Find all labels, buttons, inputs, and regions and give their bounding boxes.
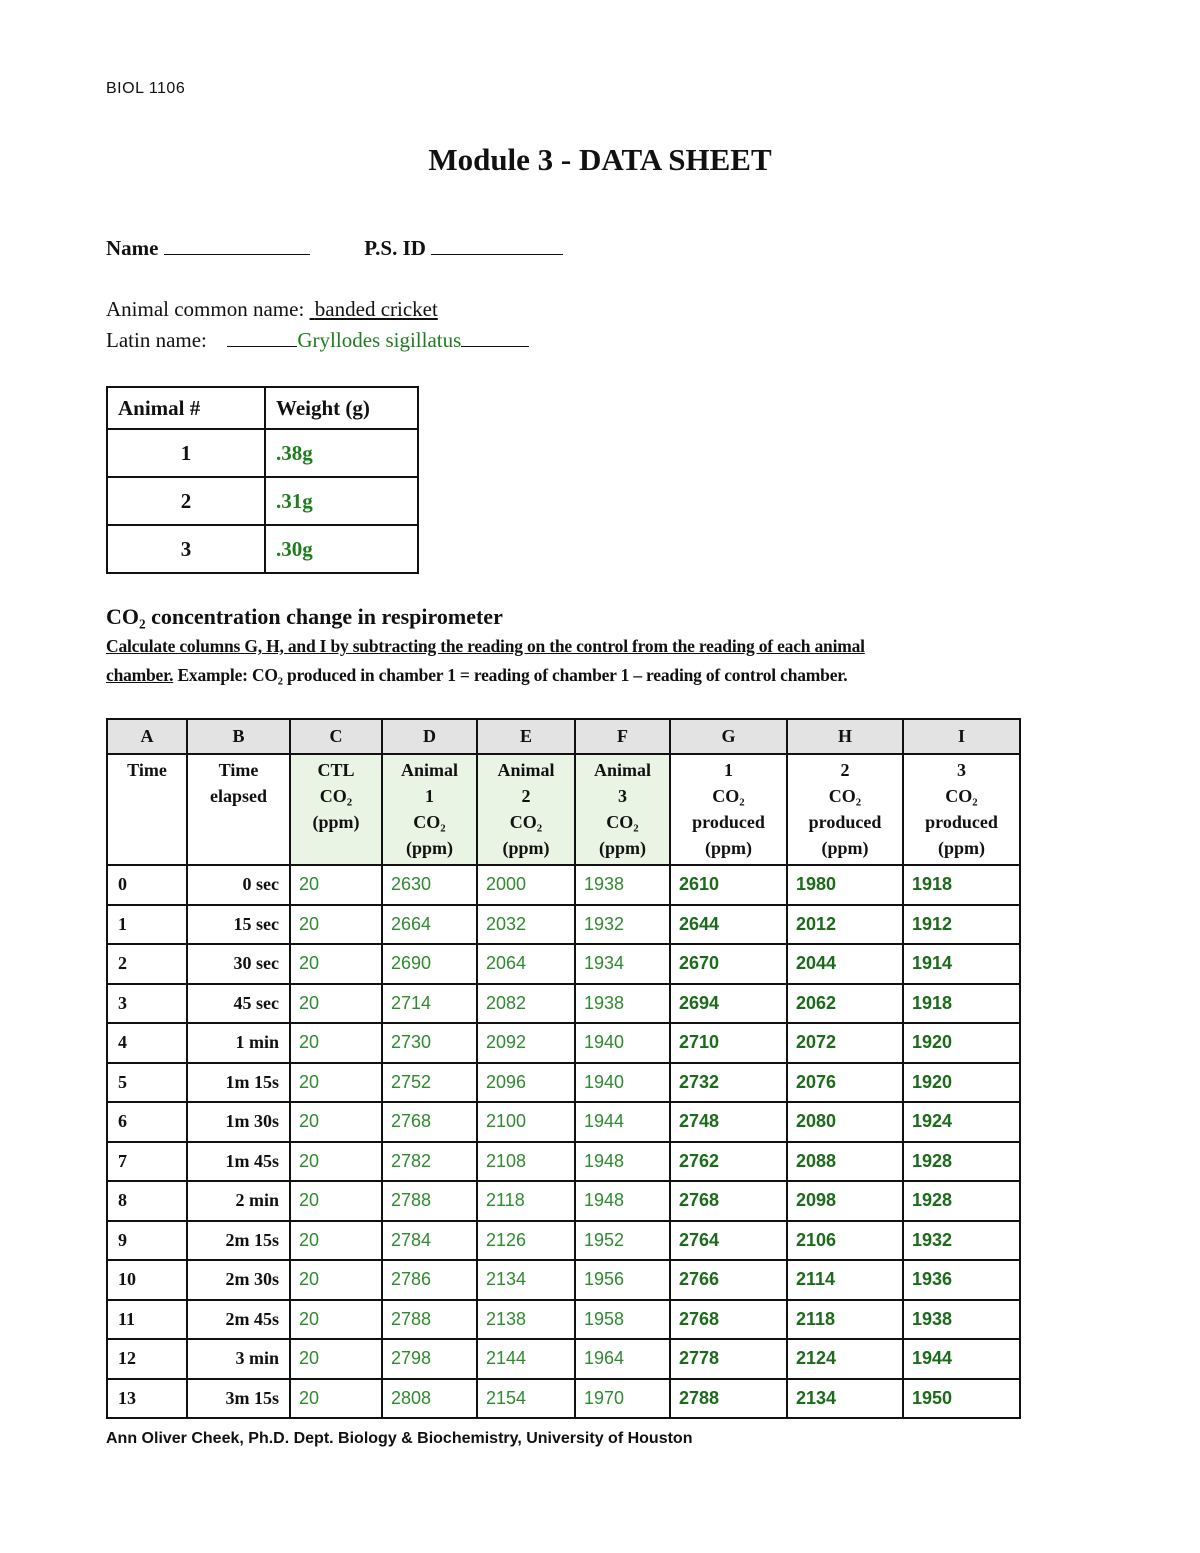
column-header-d [382, 754, 477, 865]
produced-cell: 1918 [903, 984, 1020, 1024]
reading-cell: 20 [290, 1063, 382, 1103]
column-header-text: elapsed [209, 786, 267, 806]
reading-cell: 1948 [575, 1181, 670, 1221]
reading-cell: 1964 [575, 1339, 670, 1379]
reading-cell: 2714 [382, 984, 477, 1024]
produced-cell: 1928 [903, 1181, 1020, 1221]
column-header-text: produced [925, 812, 998, 832]
latin-blank-left [227, 332, 297, 347]
column-header-text: 2 [521, 786, 531, 806]
time-cell: 2 [107, 944, 187, 984]
reading-cell: 2630 [382, 865, 477, 905]
table-row [107, 865, 1020, 905]
reading-cell: 2788 [382, 1300, 477, 1340]
produced-cell: 1924 [903, 1102, 1020, 1142]
produced-cell: 2098 [787, 1181, 903, 1221]
column-header-text: Animal [593, 760, 651, 780]
produced-cell: 2710 [670, 1023, 787, 1063]
psid-label: P.S. ID [364, 236, 426, 260]
time-cell: 5 [107, 1063, 187, 1103]
time-cell: 1 [107, 905, 187, 945]
reading-cell: 1944 [575, 1102, 670, 1142]
column-header-text: Time [127, 760, 167, 780]
produced-cell: 2764 [670, 1221, 787, 1261]
page-title: Module 3 - DATA SHEET [428, 142, 772, 177]
column-header-text: (ppm) [405, 838, 453, 858]
column-header-text: CO₂ [945, 786, 978, 806]
time-cell: 0 [107, 865, 187, 905]
reading-cell: 1940 [575, 1023, 670, 1063]
reading-cell: 20 [290, 905, 382, 945]
reading-cell: 1934 [575, 944, 670, 984]
produced-cell: 2768 [670, 1181, 787, 1221]
produced-cell: 1912 [903, 905, 1020, 945]
animal-weight: .30g [265, 525, 418, 573]
produced-cell: 2072 [787, 1023, 903, 1063]
table-row [107, 905, 1020, 945]
elapsed-cell: 1m 45s [187, 1142, 290, 1182]
reading-cell: 1938 [575, 984, 670, 1024]
produced-cell: 2080 [787, 1102, 903, 1142]
weights-row [107, 429, 418, 477]
produced-cell: 2644 [670, 905, 787, 945]
reading-cell: 2096 [477, 1063, 575, 1103]
column-header-text: CO₂ [828, 786, 862, 806]
reading-cell: 2782 [382, 1142, 477, 1182]
animal-number: 3 [107, 525, 265, 573]
animal-weight: .38g [265, 429, 418, 477]
table-row [107, 1300, 1020, 1340]
table-row [107, 1379, 1020, 1419]
time-cell: 3 [107, 984, 187, 1024]
elapsed-cell: 1m 30s [187, 1102, 290, 1142]
reading-cell: 2768 [382, 1102, 477, 1142]
column-letter-c: C [290, 719, 382, 754]
column-header-text: CO₂ [606, 812, 639, 832]
reading-cell: 20 [290, 1181, 382, 1221]
produced-cell: 1914 [903, 944, 1020, 984]
column-header-e [477, 754, 575, 865]
reading-cell: 2786 [382, 1260, 477, 1300]
column-header-text: (ppm) [937, 838, 985, 858]
time-cell: 11 [107, 1300, 187, 1340]
reading-cell: 1948 [575, 1142, 670, 1182]
reading-cell: 2138 [477, 1300, 575, 1340]
column-header-text: CO₂ [712, 786, 745, 806]
produced-cell: 2778 [670, 1339, 787, 1379]
produced-cell: 1932 [903, 1221, 1020, 1261]
reading-cell: 20 [290, 1221, 382, 1261]
column-header-a [107, 754, 187, 865]
animal-common-name-line [106, 297, 516, 322]
reading-cell: 20 [290, 944, 382, 984]
column-header-c [290, 754, 382, 865]
table-row [107, 1023, 1020, 1063]
produced-cell: 2762 [670, 1142, 787, 1182]
reading-cell: 2082 [477, 984, 575, 1024]
reading-cell: 20 [290, 1260, 382, 1300]
reading-cell: 2000 [477, 865, 575, 905]
weights-header-row [107, 387, 418, 429]
weights-header-weight: Weight (g) [265, 387, 418, 429]
elapsed-cell: 1 min [187, 1023, 290, 1063]
weights-row [107, 477, 418, 525]
column-header-b [187, 754, 290, 865]
produced-cell: 2694 [670, 984, 787, 1024]
reading-cell: 2784 [382, 1221, 477, 1261]
column-header-f [575, 754, 670, 865]
table-row [107, 1181, 1020, 1221]
produced-cell: 2076 [787, 1063, 903, 1103]
elapsed-cell: 0 sec [187, 865, 290, 905]
column-header-text: 3 [957, 760, 966, 780]
elapsed-cell: 2m 45s [187, 1300, 290, 1340]
column-header-text: (ppm) [821, 838, 869, 858]
elapsed-cell: 3 min [187, 1339, 290, 1379]
weights-header-animal: Animal # [107, 387, 265, 429]
reading-cell: 1952 [575, 1221, 670, 1261]
column-header-text: CO₂ [413, 812, 446, 832]
reading-cell: 2730 [382, 1023, 477, 1063]
instructions-underlined-2: chamber. [106, 665, 174, 685]
table-row [107, 1339, 1020, 1379]
produced-cell: 1920 [903, 1023, 1020, 1063]
animal-weight: .31g [265, 477, 418, 525]
produced-cell: 2766 [670, 1260, 787, 1300]
elapsed-cell: 30 sec [187, 944, 290, 984]
reading-cell: 1970 [575, 1379, 670, 1419]
table-row [107, 944, 1020, 984]
elapsed-cell: 3m 15s [187, 1379, 290, 1419]
produced-cell: 2012 [787, 905, 903, 945]
elapsed-cell: 2m 15s [187, 1221, 290, 1261]
produced-cell: 2732 [670, 1063, 787, 1103]
column-letter-a: A [107, 719, 187, 754]
produced-cell: 1920 [903, 1063, 1020, 1103]
produced-cell: 2610 [670, 865, 787, 905]
column-header-text: produced [692, 812, 765, 832]
time-cell: 6 [107, 1102, 187, 1142]
reading-cell: 20 [290, 865, 382, 905]
produced-cell: 2670 [670, 944, 787, 984]
table-row [107, 984, 1020, 1024]
animal-common-value: banded cricket [314, 297, 438, 321]
time-cell: 4 [107, 1023, 187, 1063]
column-header-text: Animal [400, 760, 458, 780]
reading-cell: 2144 [477, 1339, 575, 1379]
produced-cell: 1944 [903, 1339, 1020, 1379]
reading-cell: 20 [290, 1023, 382, 1063]
column-header-text: CO₂ [509, 812, 543, 832]
co2-section-heading: CO₂ concentration change in respirometer [106, 604, 503, 629]
time-cell: 7 [107, 1142, 187, 1182]
instructions-underlined-1: Calculate columns G, H, and I by subtracting the reading on the control from the reading of each animal [106, 636, 865, 656]
reading-cell: 2134 [477, 1260, 575, 1300]
time-cell: 8 [107, 1181, 187, 1221]
table-row [107, 1221, 1020, 1261]
elapsed-cell: 1m 15s [187, 1063, 290, 1103]
column-header-text: produced [808, 812, 882, 832]
column-header-text: Time [218, 760, 259, 780]
psid-field[interactable] [431, 236, 563, 255]
column-header-text: Animal [497, 760, 555, 780]
reading-cell: 1938 [575, 865, 670, 905]
produced-cell: 2088 [787, 1142, 903, 1182]
table-row [107, 1260, 1020, 1300]
reading-cell: 1956 [575, 1260, 670, 1300]
column-letter-f: F [575, 719, 670, 754]
reading-cell: 2664 [382, 905, 477, 945]
instructions-example: Example: CO₂ produced in chamber 1 = reading of chamber 1 – reading of control chamber. [173, 665, 848, 685]
column-header-text: (ppm) [704, 838, 752, 858]
column-header-text: 1 [724, 760, 733, 780]
table-row [107, 1063, 1020, 1103]
latin-name-line [106, 328, 529, 353]
reading-cell: 2788 [382, 1181, 477, 1221]
table-row [107, 1142, 1020, 1182]
time-cell: 12 [107, 1339, 187, 1379]
name-field[interactable] [164, 236, 310, 255]
column-letter-g: G [670, 719, 787, 754]
produced-cell: 1980 [787, 865, 903, 905]
weights-row [107, 525, 418, 573]
column-header-text: CTL [317, 760, 355, 780]
column-letter-e: E [477, 719, 575, 754]
name-psid-line [106, 236, 563, 261]
reading-cell: 2032 [477, 905, 575, 945]
column-letter-i: I [903, 719, 1020, 754]
footer-credit: Ann Oliver Cheek, Ph.D. Dept. Biology & Biochemistry, University of Houston [106, 1430, 693, 1447]
reading-cell: 2752 [382, 1063, 477, 1103]
time-cell: 13 [107, 1379, 187, 1419]
reading-cell: 20 [290, 1379, 382, 1419]
column-header-h [787, 754, 903, 865]
produced-cell: 2106 [787, 1221, 903, 1261]
reading-cell: 2064 [477, 944, 575, 984]
time-cell: 9 [107, 1221, 187, 1261]
reading-cell: 2808 [382, 1379, 477, 1419]
column-letter-b: B [187, 719, 290, 754]
reading-cell: 1932 [575, 905, 670, 945]
time-cell: 10 [107, 1260, 187, 1300]
produced-cell: 2044 [787, 944, 903, 984]
produced-cell: 2134 [787, 1379, 903, 1419]
produced-cell: 2748 [670, 1102, 787, 1142]
column-letters-row [107, 719, 1020, 754]
name-label: Name [106, 236, 159, 260]
elapsed-cell: 45 sec [187, 984, 290, 1024]
column-header-text: 3 [618, 786, 627, 806]
produced-cell: 1938 [903, 1300, 1020, 1340]
reading-cell: 20 [290, 1142, 382, 1182]
elapsed-cell: 15 sec [187, 905, 290, 945]
produced-cell: 1936 [903, 1260, 1020, 1300]
reading-cell: 20 [290, 984, 382, 1024]
latin-label: Latin name: [106, 328, 207, 352]
column-header-text: CO₂ [319, 786, 353, 806]
produced-cell: 1950 [903, 1379, 1020, 1419]
reading-cell: 2154 [477, 1379, 575, 1419]
reading-cell: 20 [290, 1339, 382, 1379]
produced-cell: 2118 [787, 1300, 903, 1340]
latin-blank-right [461, 332, 529, 347]
column-header-text: 2 [840, 760, 850, 780]
instructions-line-2 [106, 665, 1066, 686]
produced-cell: 2768 [670, 1300, 787, 1340]
column-letter-d: D [382, 719, 477, 754]
reading-cell: 1958 [575, 1300, 670, 1340]
reading-cell: 2126 [477, 1221, 575, 1261]
animal-number: 1 [107, 429, 265, 477]
reading-cell: 2118 [477, 1181, 575, 1221]
reading-cell: 2100 [477, 1102, 575, 1142]
reading-cell: 20 [290, 1300, 382, 1340]
produced-cell: 1928 [903, 1142, 1020, 1182]
elapsed-cell: 2 min [187, 1181, 290, 1221]
animal-common-label: Animal common name: [106, 297, 305, 321]
elapsed-cell: 2m 30s [187, 1260, 290, 1300]
course-code: BIOL 1106 [106, 80, 186, 97]
reading-cell: 2798 [382, 1339, 477, 1379]
produced-cell: 2114 [787, 1260, 903, 1300]
table-row [107, 1102, 1020, 1142]
produced-cell: 2788 [670, 1379, 787, 1419]
produced-cell: 1918 [903, 865, 1020, 905]
column-header-text: (ppm) [598, 838, 646, 858]
reading-cell: 20 [290, 1102, 382, 1142]
reading-cell: 1940 [575, 1063, 670, 1103]
column-header-text: (ppm) [312, 812, 360, 832]
co2-data-table [106, 718, 1021, 1419]
reading-cell: 2108 [477, 1142, 575, 1182]
produced-cell: 2062 [787, 984, 903, 1024]
column-header-g [670, 754, 787, 865]
weights-table [106, 386, 419, 574]
instructions-line-1 [106, 636, 1066, 657]
column-letter-h: H [787, 719, 903, 754]
reading-cell: 2092 [477, 1023, 575, 1063]
reading-cell: 2690 [382, 944, 477, 984]
column-header-row [107, 754, 1020, 865]
column-header-i [903, 754, 1020, 865]
animal-number: 2 [107, 477, 265, 525]
latin-value: Gryllodes sigillatus [297, 328, 462, 352]
column-header-text: 1 [425, 786, 434, 806]
column-header-text: (ppm) [502, 838, 550, 858]
produced-cell: 2124 [787, 1339, 903, 1379]
